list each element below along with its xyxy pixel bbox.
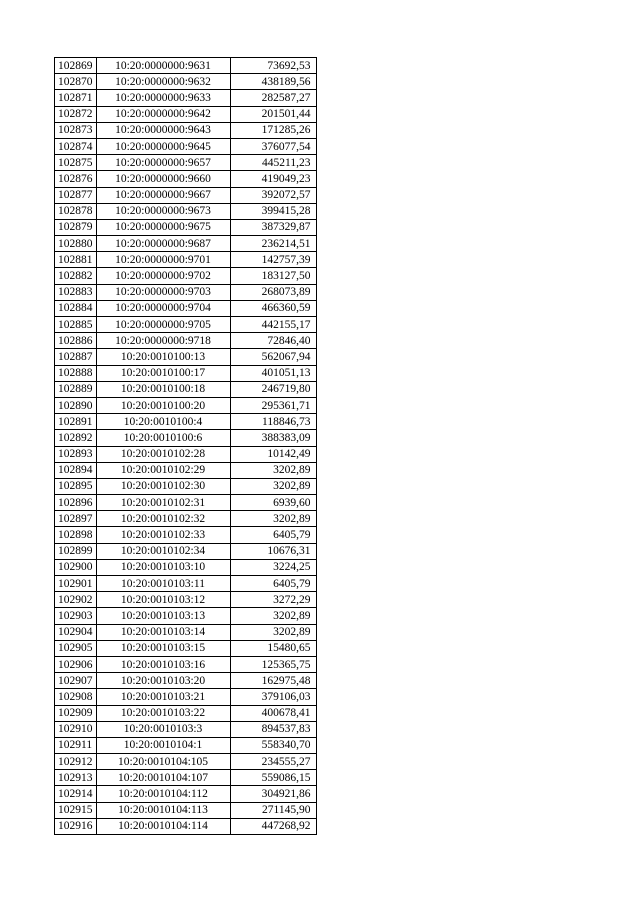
table-row xyxy=(55,155,317,171)
row-index-cell: 102876 xyxy=(55,171,97,187)
value-cell: 6405,79 xyxy=(230,576,316,592)
row-index-cell: 102892 xyxy=(55,430,97,446)
value-cell: 246719,80 xyxy=(230,381,316,397)
value-cell: 438189,56 xyxy=(230,74,316,90)
row-index-cell: 102874 xyxy=(55,138,97,154)
cadastral-number-cell: 10:20:0000000:9632 xyxy=(96,74,230,90)
cadastral-number-cell: 10:20:0010102:31 xyxy=(96,495,230,511)
row-index-cell: 102890 xyxy=(55,397,97,413)
table-row xyxy=(55,608,317,624)
table-row xyxy=(55,478,317,494)
value-cell: 3202,89 xyxy=(230,478,316,494)
row-index-cell: 102903 xyxy=(55,608,97,624)
cadastral-number-cell: 10:20:0010104:105 xyxy=(96,754,230,770)
row-index-cell: 102910 xyxy=(55,721,97,737)
row-index-cell: 102883 xyxy=(55,284,97,300)
value-cell: 73692,53 xyxy=(230,58,316,74)
row-index-cell: 102907 xyxy=(55,673,97,689)
value-cell: 236214,51 xyxy=(230,236,316,252)
table-row xyxy=(55,90,317,106)
table-row xyxy=(55,737,317,753)
table-row xyxy=(55,656,317,672)
value-cell: 558340,70 xyxy=(230,737,316,753)
row-index-cell: 102904 xyxy=(55,624,97,640)
row-index-cell: 102873 xyxy=(55,122,97,138)
value-cell: 466360,59 xyxy=(230,300,316,316)
table-row xyxy=(55,721,317,737)
table-row xyxy=(55,333,317,349)
table-row xyxy=(55,802,317,818)
table-row xyxy=(55,640,317,656)
cadastral-number-cell: 10:20:0010104:112 xyxy=(96,786,230,802)
row-index-cell: 102880 xyxy=(55,236,97,252)
value-cell: 3224,25 xyxy=(230,559,316,575)
cadastral-number-cell: 10:20:0010103:13 xyxy=(96,608,230,624)
row-index-cell: 102871 xyxy=(55,90,97,106)
row-index-cell: 102902 xyxy=(55,592,97,608)
table-row xyxy=(55,365,317,381)
table-row xyxy=(55,203,317,219)
cadastral-number-cell: 10:20:0000000:9667 xyxy=(96,187,230,203)
table-row xyxy=(55,397,317,413)
table-row xyxy=(55,284,317,300)
cadastral-number-cell: 10:20:0000000:9642 xyxy=(96,106,230,122)
cadastral-number-cell: 10:20:0010103:21 xyxy=(96,689,230,705)
row-index-cell: 102887 xyxy=(55,349,97,365)
table-row xyxy=(55,673,317,689)
cadastral-number-cell: 10:20:0000000:9657 xyxy=(96,155,230,171)
cadastral-number-cell: 10:20:0010100:6 xyxy=(96,430,230,446)
value-cell: 304921,86 xyxy=(230,786,316,802)
row-index-cell: 102879 xyxy=(55,219,97,235)
cadastral-number-cell: 10:20:0000000:9633 xyxy=(96,90,230,106)
row-index-cell: 102877 xyxy=(55,187,97,203)
cadastral-number-cell: 10:20:0010102:32 xyxy=(96,511,230,527)
value-cell: 562067,94 xyxy=(230,349,316,365)
table-row xyxy=(55,106,317,122)
cadastral-number-cell: 10:20:0000000:9705 xyxy=(96,317,230,333)
table-body xyxy=(55,58,317,835)
cadastral-number-cell: 10:20:0010104:114 xyxy=(96,818,230,834)
value-cell: 3202,89 xyxy=(230,624,316,640)
cadastral-number-cell: 10:20:0000000:9687 xyxy=(96,236,230,252)
value-cell: 282587,27 xyxy=(230,90,316,106)
row-index-cell: 102872 xyxy=(55,106,97,122)
table-row xyxy=(55,446,317,462)
value-cell: 401051,13 xyxy=(230,365,316,381)
cadastral-number-cell: 10:20:0010103:15 xyxy=(96,640,230,656)
value-cell: 419049,23 xyxy=(230,171,316,187)
value-cell: 10142,49 xyxy=(230,446,316,462)
row-index-cell: 102896 xyxy=(55,495,97,511)
cadastral-number-cell: 10:20:0010102:28 xyxy=(96,446,230,462)
row-index-cell: 102915 xyxy=(55,802,97,818)
cadastral-number-cell: 10:20:0010102:34 xyxy=(96,543,230,559)
table-row xyxy=(55,300,317,316)
table-row xyxy=(55,495,317,511)
row-index-cell: 102870 xyxy=(55,74,97,90)
cadastral-number-cell: 10:20:0000000:9643 xyxy=(96,122,230,138)
value-cell: 6939,60 xyxy=(230,495,316,511)
cadastral-number-cell: 10:20:0000000:9631 xyxy=(96,58,230,74)
cadastral-number-cell: 10:20:0010104:1 xyxy=(96,737,230,753)
cadastral-number-cell: 10:20:0010102:33 xyxy=(96,527,230,543)
data-table xyxy=(54,57,317,835)
cadastral-number-cell: 10:20:0010100:4 xyxy=(96,414,230,430)
cadastral-number-cell: 10:20:0000000:9718 xyxy=(96,333,230,349)
row-index-cell: 102912 xyxy=(55,754,97,770)
row-index-cell: 102875 xyxy=(55,155,97,171)
table-row xyxy=(55,317,317,333)
cadastral-number-cell: 10:20:0010100:17 xyxy=(96,365,230,381)
row-index-cell: 102878 xyxy=(55,203,97,219)
cadastral-number-cell: 10:20:0000000:9701 xyxy=(96,252,230,268)
table-row xyxy=(55,527,317,543)
row-index-cell: 102869 xyxy=(55,58,97,74)
cadastral-number-cell: 10:20:0010103:12 xyxy=(96,592,230,608)
table-row xyxy=(55,236,317,252)
value-cell: 268073,89 xyxy=(230,284,316,300)
cadastral-number-cell: 10:20:0010102:30 xyxy=(96,478,230,494)
cadastral-number-cell: 10:20:0000000:9673 xyxy=(96,203,230,219)
table-row xyxy=(55,462,317,478)
row-index-cell: 102891 xyxy=(55,414,97,430)
value-cell: 400678,41 xyxy=(230,705,316,721)
cadastral-number-cell: 10:20:0010102:29 xyxy=(96,462,230,478)
value-cell: 445211,23 xyxy=(230,155,316,171)
value-cell: 271145,90 xyxy=(230,802,316,818)
table-row xyxy=(55,171,317,187)
row-index-cell: 102898 xyxy=(55,527,97,543)
value-cell: 10676,31 xyxy=(230,543,316,559)
row-index-cell: 102893 xyxy=(55,446,97,462)
value-cell: 142757,39 xyxy=(230,252,316,268)
table-row xyxy=(55,576,317,592)
row-index-cell: 102885 xyxy=(55,317,97,333)
value-cell: 171285,26 xyxy=(230,122,316,138)
row-index-cell: 102901 xyxy=(55,576,97,592)
row-index-cell: 102889 xyxy=(55,381,97,397)
cadastral-number-cell: 10:20:0000000:9702 xyxy=(96,268,230,284)
value-cell: 295361,71 xyxy=(230,397,316,413)
table-row xyxy=(55,74,317,90)
row-index-cell: 102882 xyxy=(55,268,97,284)
cadastral-number-cell: 10:20:0010104:113 xyxy=(96,802,230,818)
value-cell: 379106,03 xyxy=(230,689,316,705)
table-row xyxy=(55,559,317,575)
cadastral-number-cell: 10:20:0010100:13 xyxy=(96,349,230,365)
table-row xyxy=(55,430,317,446)
row-index-cell: 102888 xyxy=(55,365,97,381)
value-cell: 3202,89 xyxy=(230,608,316,624)
row-index-cell: 102886 xyxy=(55,333,97,349)
table-row xyxy=(55,592,317,608)
value-cell: 183127,50 xyxy=(230,268,316,284)
cadastral-number-cell: 10:20:0000000:9675 xyxy=(96,219,230,235)
value-cell: 376077,54 xyxy=(230,138,316,154)
value-cell: 6405,79 xyxy=(230,527,316,543)
table-row xyxy=(55,689,317,705)
table-row xyxy=(55,786,317,802)
table-row xyxy=(55,754,317,770)
table-row xyxy=(55,138,317,154)
table-row xyxy=(55,252,317,268)
table-row xyxy=(55,268,317,284)
value-cell: 388383,09 xyxy=(230,430,316,446)
value-cell: 118846,73 xyxy=(230,414,316,430)
row-index-cell: 102916 xyxy=(55,818,97,834)
cadastral-number-cell: 10:20:0010100:20 xyxy=(96,397,230,413)
table-row xyxy=(55,818,317,834)
row-index-cell: 102884 xyxy=(55,300,97,316)
table-row xyxy=(55,705,317,721)
table-row xyxy=(55,122,317,138)
row-index-cell: 102906 xyxy=(55,656,97,672)
cadastral-number-cell: 10:20:0010104:107 xyxy=(96,770,230,786)
row-index-cell: 102908 xyxy=(55,689,97,705)
value-cell: 399415,28 xyxy=(230,203,316,219)
value-cell: 3272,29 xyxy=(230,592,316,608)
row-index-cell: 102913 xyxy=(55,770,97,786)
table-row xyxy=(55,511,317,527)
cadastral-number-cell: 10:20:0010100:18 xyxy=(96,381,230,397)
row-index-cell: 102905 xyxy=(55,640,97,656)
cadastral-number-cell: 10:20:0000000:9703 xyxy=(96,284,230,300)
value-cell: 162975,48 xyxy=(230,673,316,689)
row-index-cell: 102911 xyxy=(55,737,97,753)
value-cell: 559086,15 xyxy=(230,770,316,786)
table-row xyxy=(55,770,317,786)
row-index-cell: 102914 xyxy=(55,786,97,802)
value-cell: 234555,27 xyxy=(230,754,316,770)
value-cell: 72846,40 xyxy=(230,333,316,349)
table-row xyxy=(55,414,317,430)
cadastral-number-cell: 10:20:0000000:9645 xyxy=(96,138,230,154)
table-row xyxy=(55,349,317,365)
value-cell: 3202,89 xyxy=(230,511,316,527)
value-cell: 447268,92 xyxy=(230,818,316,834)
table-row xyxy=(55,381,317,397)
row-index-cell: 102894 xyxy=(55,462,97,478)
value-cell: 387329,87 xyxy=(230,219,316,235)
cadastral-number-cell: 10:20:0010103:3 xyxy=(96,721,230,737)
table-row xyxy=(55,187,317,203)
value-cell: 125365,75 xyxy=(230,656,316,672)
cadastral-number-cell: 10:20:0010103:16 xyxy=(96,656,230,672)
cadastral-number-cell: 10:20:0010103:10 xyxy=(96,559,230,575)
row-index-cell: 102900 xyxy=(55,559,97,575)
row-index-cell: 102909 xyxy=(55,705,97,721)
cadastral-number-cell: 10:20:0010103:22 xyxy=(96,705,230,721)
table-row xyxy=(55,219,317,235)
value-cell: 442155,17 xyxy=(230,317,316,333)
cadastral-number-cell: 10:20:0000000:9660 xyxy=(96,171,230,187)
value-cell: 15480,65 xyxy=(230,640,316,656)
value-cell: 894537,83 xyxy=(230,721,316,737)
cadastral-number-cell: 10:20:0010103:11 xyxy=(96,576,230,592)
table-row xyxy=(55,58,317,74)
cadastral-number-cell: 10:20:0000000:9704 xyxy=(96,300,230,316)
row-index-cell: 102881 xyxy=(55,252,97,268)
table-row xyxy=(55,624,317,640)
value-cell: 3202,89 xyxy=(230,462,316,478)
row-index-cell: 102897 xyxy=(55,511,97,527)
cadastral-number-cell: 10:20:0010103:20 xyxy=(96,673,230,689)
row-index-cell: 102899 xyxy=(55,543,97,559)
value-cell: 201501,44 xyxy=(230,106,316,122)
cadastral-number-cell: 10:20:0010103:14 xyxy=(96,624,230,640)
table-row xyxy=(55,543,317,559)
value-cell: 392072,57 xyxy=(230,187,316,203)
row-index-cell: 102895 xyxy=(55,478,97,494)
